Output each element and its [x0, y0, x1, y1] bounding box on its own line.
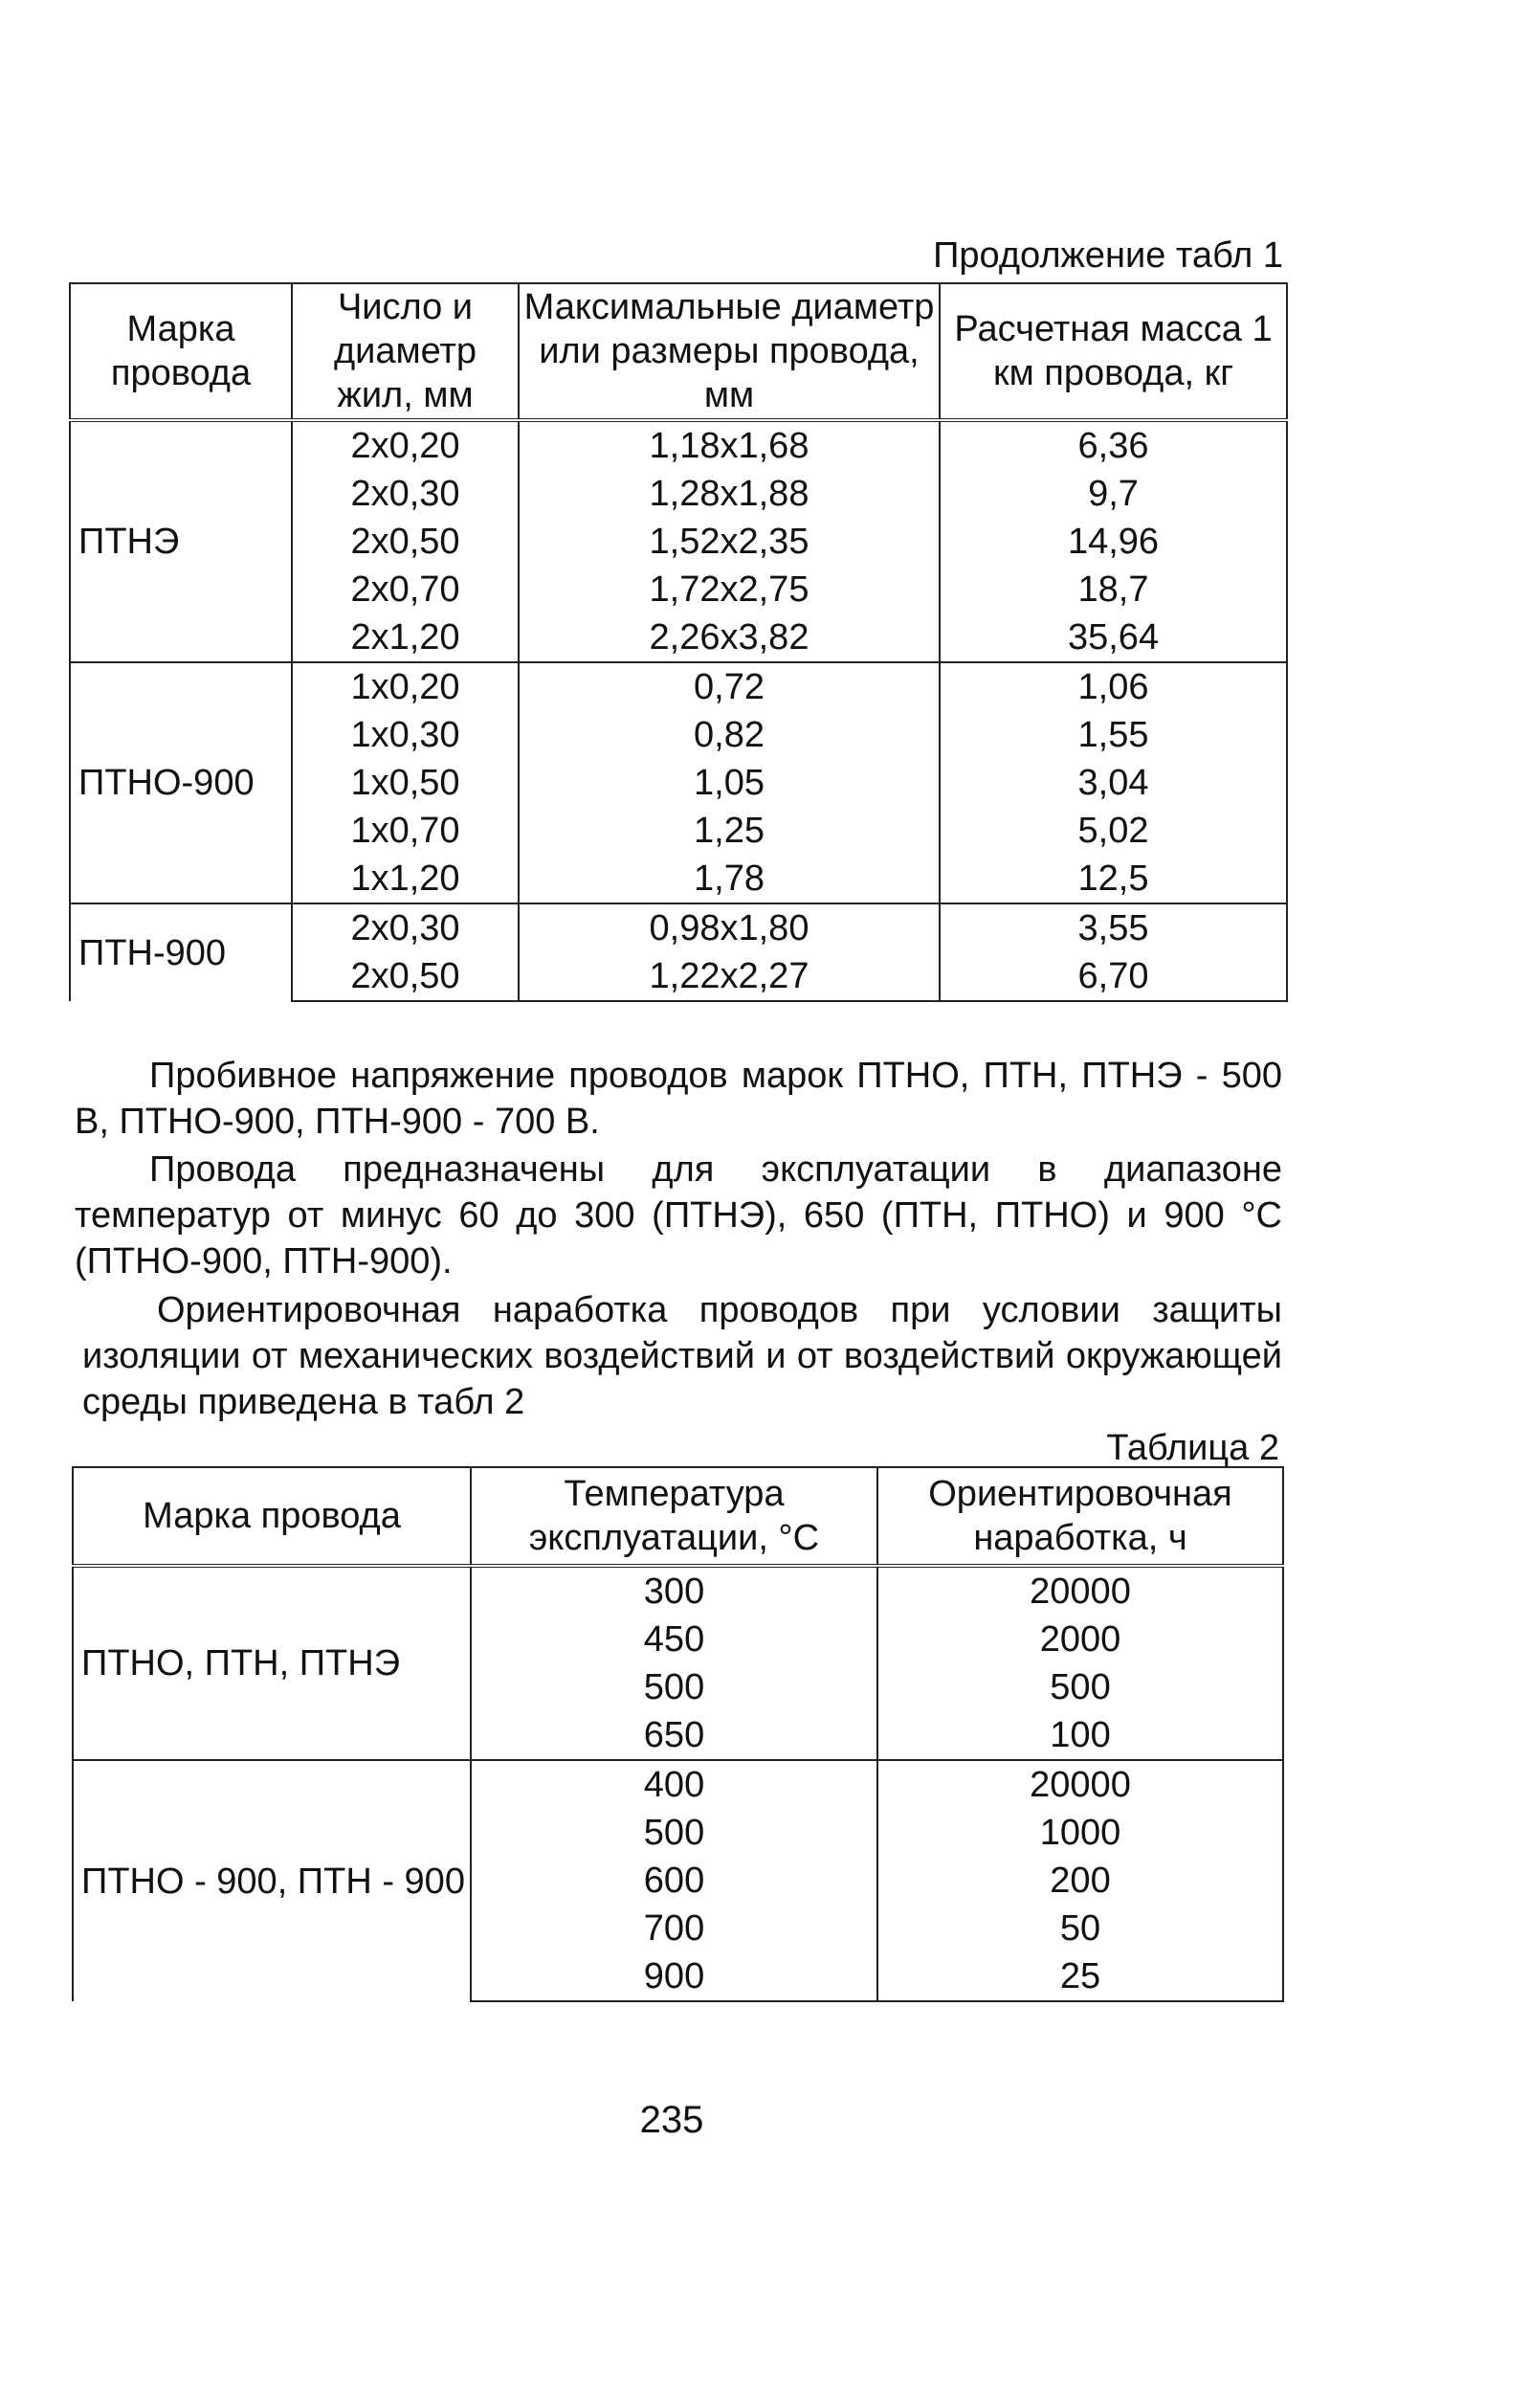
table-row	[73, 1566, 1283, 1616]
wire-brand-cell: ПТНО, ПТН, ПТНЭ	[73, 1566, 471, 1760]
table1-header-cores: Число и диаметр жил, мм	[292, 283, 519, 420]
service-life-cell: 100	[877, 1711, 1283, 1760]
temperature-cell: 700	[471, 1905, 877, 1952]
temperature-cell: 300	[471, 1566, 877, 1616]
diameter-cell: 1,78	[519, 855, 940, 903]
wire-dimensions-table	[69, 282, 1288, 1002]
wire-brand-cell: ПТН-900	[70, 903, 292, 1001]
diameter-cell: 2,26х3,82	[519, 613, 940, 662]
cores-cell: 1х0,30	[292, 711, 519, 759]
diameter-cell: 1,28х1,88	[519, 470, 940, 518]
diameter-cell: 1,05	[519, 759, 940, 807]
table1-caption: Продолжение табл 1	[933, 235, 1283, 276]
cores-cell: 1х0,50	[292, 759, 519, 807]
table-row	[70, 903, 1287, 952]
cores-cell: 2х0,30	[292, 470, 519, 518]
service-life-cell: 50	[877, 1905, 1283, 1952]
mass-cell: 6,36	[940, 420, 1287, 470]
cores-cell: 2х0,50	[292, 518, 519, 566]
cores-cell: 1х0,20	[292, 662, 519, 711]
mass-cell: 1,06	[940, 662, 1287, 711]
diameter-cell: 1,52х2,35	[519, 518, 940, 566]
service-life-table	[72, 1466, 1284, 2002]
temperature-cell: 400	[471, 1760, 877, 1809]
service-life-cell: 200	[877, 1857, 1283, 1905]
mass-cell: 35,64	[940, 613, 1287, 662]
temperature-cell: 500	[471, 1663, 877, 1711]
temperature-range-paragraph	[75, 1147, 1282, 1284]
table1-header-max-diameter: Максимальные диаметр или размеры провода, мм	[519, 283, 940, 420]
service-life-cell: 1000	[877, 1809, 1283, 1857]
cores-cell: 2х0,30	[292, 903, 519, 952]
table-row	[70, 662, 1287, 711]
paragraph-text: Ориентировочная наработка проводов при условии защиты изоляции от механических воздействий и от воздействий окружающей среды приведена в табл 2	[82, 1290, 1282, 1422]
service-life-cell: 20000	[877, 1760, 1283, 1809]
table2-header-service-life: Ориентировочная наработка, ч	[877, 1467, 1283, 1566]
diameter-cell: 1,25	[519, 807, 940, 855]
temperature-cell: 900	[471, 1952, 877, 2001]
temperature-cell: 600	[471, 1857, 877, 1905]
mass-cell: 6,70	[940, 952, 1287, 1001]
table2-header-brand: Марка провода	[73, 1467, 471, 1566]
mass-cell: 3,04	[940, 759, 1287, 807]
page-number: 235	[639, 2099, 704, 2141]
service-life-cell: 25	[877, 1952, 1283, 2001]
cores-cell: 1х0,70	[292, 807, 519, 855]
table2-header-row	[73, 1467, 1283, 1566]
wire-brand-cell: ПТНО - 900, ПТН - 900	[73, 1760, 471, 2001]
mass-cell: 14,96	[940, 518, 1287, 566]
paragraph-text: Пробивное напряжение проводов марок ПТНО, ПТН, ПТНЭ - 500 В, ПТНО-900, ПТН-900 - 700 В.	[75, 1056, 1282, 1142]
table1-header-mass: Расчетная масса 1 км провода, кг	[940, 283, 1287, 420]
service-life-cell: 20000	[877, 1566, 1283, 1616]
mass-cell: 1,55	[940, 711, 1287, 759]
cores-cell: 1х1,20	[292, 855, 519, 903]
table2-header-temperature: Температура эксплуатации, °С	[471, 1467, 877, 1566]
temperature-cell: 650	[471, 1711, 877, 1760]
paragraph-text: Провода предназначены для эксплуатации в диапазоне температур от минус 60 до 300 (ПТНЭ), 650 (ПТН, ПТНО) и 900 °С (ПТНО-900, ПТН-900).	[75, 1149, 1282, 1282]
wire-brand-cell: ПТНО-900	[70, 662, 292, 903]
table1-header-brand: Марка провода	[70, 283, 292, 420]
table-row	[73, 1760, 1283, 1809]
cores-cell: 2х0,50	[292, 952, 519, 1001]
service-life-paragraph	[82, 1287, 1282, 1425]
table-row	[70, 420, 1287, 470]
diameter-cell: 0,82	[519, 711, 940, 759]
diameter-cell: 1,72х2,75	[519, 566, 940, 613]
table1-header-row	[70, 283, 1287, 420]
cores-cell: 2х1,20	[292, 613, 519, 662]
cores-cell: 2х0,20	[292, 420, 519, 470]
temperature-cell: 500	[471, 1809, 877, 1857]
diameter-cell: 0,72	[519, 662, 940, 711]
diameter-cell: 1,22х2,27	[519, 952, 940, 1001]
wire-brand-cell: ПТНЭ	[70, 420, 292, 662]
mass-cell: 18,7	[940, 566, 1287, 613]
mass-cell: 9,7	[940, 470, 1287, 518]
table2-caption: Таблица 2	[1106, 1428, 1279, 1468]
mass-cell: 3,55	[940, 903, 1287, 952]
service-life-cell: 2000	[877, 1616, 1283, 1663]
mass-cell: 12,5	[940, 855, 1287, 903]
diameter-cell: 0,98х1,80	[519, 903, 940, 952]
temperature-cell: 450	[471, 1616, 877, 1663]
mass-cell: 5,02	[940, 807, 1287, 855]
service-life-cell: 500	[877, 1663, 1283, 1711]
diameter-cell: 1,18х1,68	[519, 420, 940, 470]
cores-cell: 2х0,70	[292, 566, 519, 613]
breakdown-voltage-paragraph	[75, 1053, 1282, 1145]
